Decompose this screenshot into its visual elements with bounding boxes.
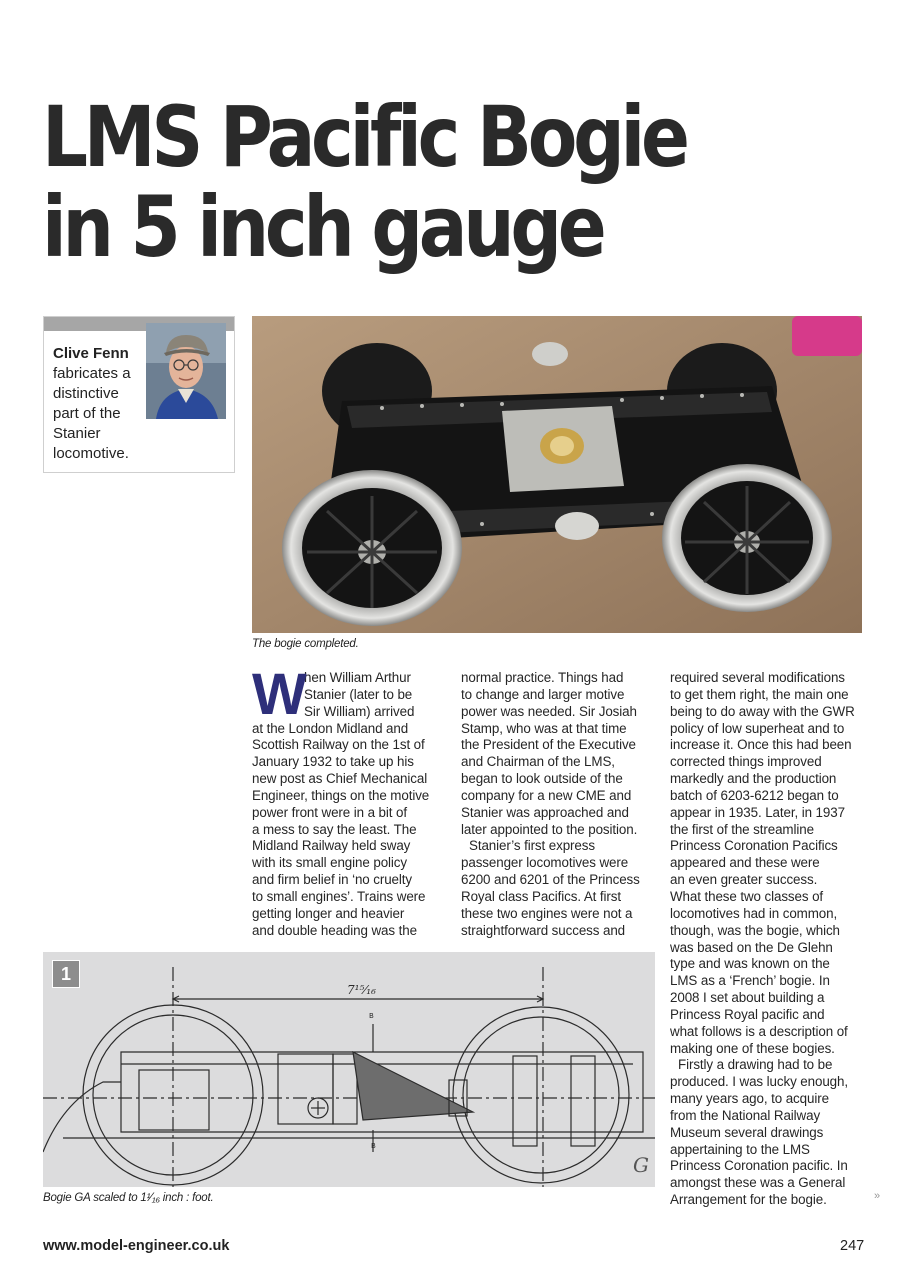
- text-line: to get them right, the main one: [670, 686, 849, 702]
- text-column-2: [461, 670, 661, 940]
- page-number: 247: [840, 1238, 865, 1254]
- text-line: Princess Coronation Pacifics: [670, 838, 838, 854]
- text-line: these two engines were not a: [461, 905, 633, 921]
- text-line: and double heading was the: [252, 922, 417, 938]
- text-line: appeared and these were: [670, 855, 820, 871]
- drop-cap: W: [252, 662, 307, 727]
- text-line: Scottish Railway on the 1st of: [252, 737, 425, 753]
- text-line: LMS as a ‘French’ bogie. In: [670, 973, 830, 989]
- text-line: many years ago, to acquire: [670, 1091, 829, 1107]
- text-line: power front were in a bit of: [252, 804, 407, 820]
- text-line: What these two classes of: [670, 888, 824, 904]
- text-line: appear in 1935. Later, in 1937: [670, 804, 845, 820]
- text-line: Midland Railway held sway: [252, 838, 411, 854]
- author-line: locomotive.: [53, 445, 129, 462]
- text-line: policy of low superheat and to: [670, 720, 845, 736]
- text-line: batch of 6203-6212 began to: [670, 787, 839, 803]
- text-line: Engineer, things on the motive: [252, 787, 430, 803]
- text-line: company for a new CME and: [461, 787, 632, 803]
- text-line: new post as Chief Mechanical: [252, 771, 428, 787]
- text-line: and Chairman of the LMS,: [461, 754, 615, 770]
- author-line: distinctive: [53, 385, 119, 402]
- author-box: [43, 316, 235, 473]
- continue-marker: »: [874, 1190, 881, 1202]
- text-line: Stamp, who was at that time: [461, 720, 627, 736]
- text-line: increase it. Once this had been: [670, 737, 852, 753]
- text-line: hen William Arthur: [304, 670, 411, 685]
- photo-caption: The bogie completed.: [252, 638, 359, 650]
- text-line: getting longer and heavier: [252, 905, 405, 921]
- text-line: to change and larger motive: [461, 686, 625, 702]
- section-mark-b-lower: B: [371, 1142, 376, 1150]
- text-line: a mess to say the least. The: [252, 821, 417, 837]
- text-line: Stanier’s first express: [469, 838, 595, 854]
- text-line: Sir William) arrived: [304, 703, 415, 719]
- text-line: locomotives had in common,: [670, 905, 838, 921]
- text-line: making one of these bogies.: [670, 1040, 835, 1056]
- bogie-ga-drawing: [43, 952, 655, 1187]
- text-line: appertaining to the LMS: [670, 1141, 810, 1157]
- text-line: produced. I was lucky enough,: [670, 1074, 848, 1090]
- text-line: began to look outside of the: [461, 771, 623, 787]
- author-line: Stanier: [53, 425, 101, 442]
- text-line: what follows is a description of: [670, 1023, 848, 1039]
- text-line: at the London Midland and: [252, 720, 409, 736]
- text-line: type and was known on the: [670, 956, 830, 972]
- text-column-1: [252, 662, 452, 940]
- text-line: corrected things improved: [670, 754, 822, 770]
- text-line: to small engines’. Trains were: [252, 888, 426, 904]
- text-line: passenger locomotives were: [461, 855, 629, 871]
- text-line: was based on the De Glehn: [670, 939, 833, 955]
- text-line: Princess Royal pacific and: [670, 1006, 825, 1022]
- text-line: 6200 and 6201 of the Princess: [461, 872, 640, 888]
- author-line: part of the: [53, 405, 121, 422]
- text-line: 2008 I set about building a: [670, 990, 825, 1006]
- author-line: fabricates a: [53, 365, 131, 382]
- section-mark-b-upper: B: [369, 1012, 374, 1020]
- text-line: power was needed. Sir Josiah: [461, 703, 637, 719]
- article-title: [42, 88, 686, 276]
- figure-number-badge: 1: [52, 960, 80, 988]
- text-line: Stanier (later to be: [304, 686, 413, 702]
- text-line: Arrangement for the bogie.: [670, 1192, 827, 1208]
- title-line-1: LMS Pacific Bogie: [42, 88, 686, 186]
- text-line: the first of the streamline: [670, 821, 814, 837]
- footer-url[interactable]: www.model-engineer.co.uk: [43, 1238, 230, 1254]
- text-line: Stanier was approached and: [461, 804, 629, 820]
- text-line: Royal class Pacifics. At first: [461, 888, 621, 904]
- text-line: with its small engine policy: [252, 855, 407, 871]
- author-intro: [53, 344, 145, 464]
- text-line: Firstly a drawing had to be: [678, 1057, 833, 1073]
- text-line: later appointed to the position.: [461, 821, 638, 837]
- text-line: and firm belief in ‘no cruelty: [252, 872, 412, 888]
- text-line: normal practice. Things had: [461, 670, 624, 685]
- author-photo: [146, 323, 226, 419]
- title-line-2: in 5 inch gauge: [42, 178, 603, 276]
- drawing-signature: G: [633, 1153, 649, 1177]
- text-line: the President of the Executive: [461, 737, 636, 753]
- text-line: an even greater success.: [670, 872, 818, 888]
- text-line: required several modifications: [670, 670, 845, 685]
- text-line: being to do away with the GWR: [670, 703, 855, 719]
- text-line: markedly and the production: [670, 771, 837, 787]
- dimension-label: 7¹⁵⁄₁₆: [347, 983, 376, 997]
- text-line: though, was the bogie, which: [670, 922, 840, 938]
- text-line: Princess Coronation pacific. In: [670, 1158, 848, 1174]
- text-column-3: [670, 670, 870, 1209]
- text-line: January 1932 to take up his: [252, 754, 414, 770]
- drawing-caption: Bogie GA scaled to 1¹⁄₁₆ inch : foot.: [43, 1192, 214, 1204]
- text-line: amongst these was a General: [670, 1175, 846, 1191]
- text-line: from the National Railway: [670, 1107, 821, 1123]
- text-line: straightforward success and: [461, 922, 626, 938]
- bogie-photo: [252, 316, 862, 633]
- author-name: Clive Fenn: [53, 345, 129, 362]
- text-line: Museum several drawings: [670, 1124, 824, 1140]
